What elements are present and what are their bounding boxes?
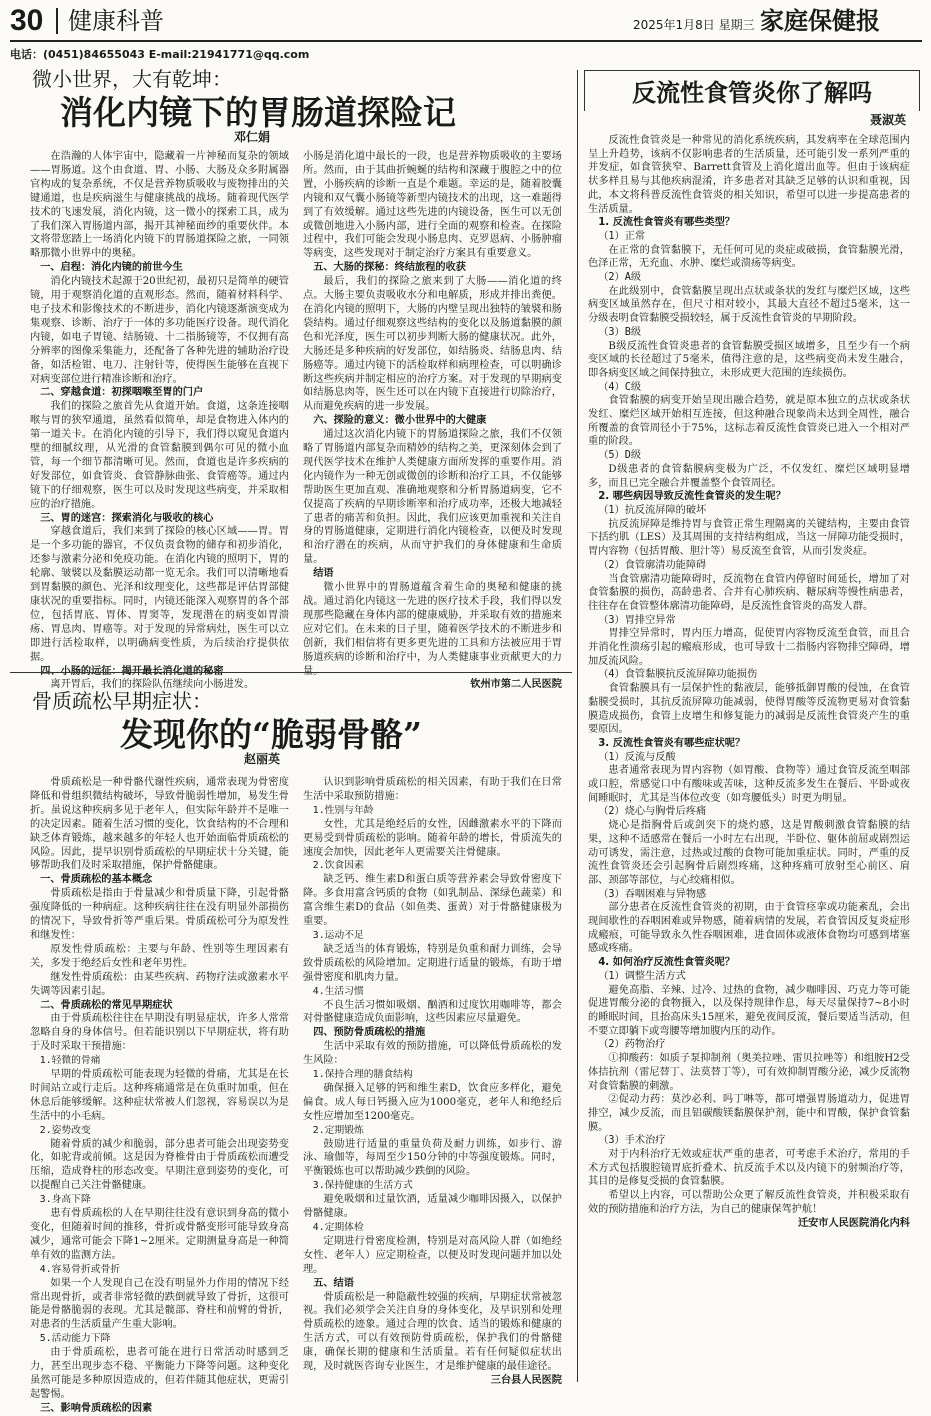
article-author: 邓仁娟 [233, 130, 270, 144]
section-heading: 3. 反流性食管炎有哪些症状呢？ [598, 737, 746, 749]
paragraph: 在此级别中，食管黏膜呈现出点状或条状的发红与糜烂区域，这些病变区域虽然存在，但尺寸相对较小，其最大直径不超过5毫米，这一分级表明食管黏膜受损较轻，属于反流性食管炎的早期阶段。 [588, 285, 910, 325]
article-osteoporosis-body [30, 776, 562, 1414]
paragraph: 部分患者在反流性食管炎的初期，由于食管痉挛或功能紊乱，会出现间歇性的吞咽困难或异物感，随着病情的发展，若食管因反复炎症形成瘢痕，可能导致永久性吞咽困难，进食固体或液体食物均可感到堵塞感或疼痛。 [588, 902, 910, 955]
author-affiliation: 三台县人民医院 [490, 1374, 562, 1386]
subheading: （3）吞咽困难与异物感 [598, 888, 707, 900]
subheading: 2.饮食因素 [312, 860, 364, 872]
subheading: 3.保持健康的生活方式 [312, 1180, 413, 1192]
paragraph: 小肠是消化道中最长的一段，也是营养物质吸收的主要场所。然而，由于其曲折蜿蜒的结构和深藏于腹腔之中的位置，小肠疾病的诊断一直是个难题。幸运的是，随着胶囊内镜和双气囊小肠镜等新型内镜技术的出现，这一难题得到了有效缓解。通过这些先进的内镜设备，医生可以无创或微创地进入小肠内部，进行全面的观察和检查。在探险过程中，我们可能会发现小肠息肉、克罗恩病、小肠肿瘤等病变，这些发现对于制定治疗方案具有重要意义。 [303, 151, 562, 260]
subheading: （1）调整生活方式 [598, 970, 686, 982]
paragraph: 抗反流屏障是维持胃与食管正常生理隔离的关键结构，主要由食管下括约肌（LES）及其周围的支持结构组成，当这一屏障功能受损时，胃内容物（包括胃酸、胆汁等）易反流至食管，从而引发炎症。 [588, 518, 910, 558]
article-column [303, 150, 562, 691]
article-author: 聂淑英 [869, 113, 906, 127]
section-name: 健康科普 [68, 7, 164, 35]
section-heading: 三、胃的迷宫：探索消化与吸收的核心 [40, 512, 214, 524]
paragraph: 缺乏钙、维生素D和蛋白质等营养素会导致骨密度下降。多食用富含钙质的食物（如乳制品、深绿色蔬菜）和富含维生素D的食品（如鱼类、蛋黄）对于骨骼健康极为重要。 [303, 874, 562, 928]
article-column [30, 150, 289, 691]
paragraph: 确保摄入足够的钙和维生素D，饮食应多样化，避免偏食。成人每日钙摄入应为1000毫克，老年人和绝经后女性应增加至1200毫克。 [303, 1082, 562, 1122]
subheading: 1.轻微的骨痛 [39, 1055, 101, 1067]
article-kicker: 微小世界，大有乾坤： [32, 67, 232, 91]
paragraph: 希望以上内容，可以帮助公众更了解反流性食管炎，并积极采取有效的预防措施和治疗方法，为自己的健康保驾护航！ [588, 1190, 910, 1215]
section-heading: 1. 反流性食管炎有哪些类型？ [598, 217, 735, 229]
paragraph: 女性，尤其是绝经后的女性，因雌激素水平的下降而更易受到骨质疏松的影响。随着年龄的增长，骨质流失的速度会加快，因此老年人更需要关注骨健康。 [303, 818, 562, 858]
issue-date: 2025年1月8日 星期三 [633, 18, 755, 32]
section-heading: 结语 [313, 568, 334, 580]
subheading: （1）正常 [598, 230, 646, 242]
author-affiliation: 迁安市人民医院消化内科 [797, 1217, 910, 1229]
subheading: 1.保持合理的膳食结构 [312, 1069, 413, 1081]
article-column [584, 134, 914, 1230]
subheading: （2）烧心与胸骨后疼痛 [598, 806, 707, 818]
article-title: 发现你的“脆弱骨骼” [120, 715, 422, 754]
subheading: （2）A级 [598, 272, 642, 284]
paragraph: 患有骨质疏松的人在早期往往没有意识到身高的微小变化，但随着时间的推移，骨折或骨骼变形可能导致身高减少，通常可能会下降1~2厘米。定期测量身高是一种简单有效的监测方法。 [30, 1208, 289, 1261]
paragraph: 鼓励进行适量的重量负荷及耐力训练，如步行、游泳、瑜伽等，每周至少150分钟的中等强度锻炼。同时，平衡锻炼也可以帮助减少跌倒的风险。 [303, 1138, 562, 1178]
subheading: 3.运动不足 [312, 929, 364, 941]
header-rule [10, 40, 922, 42]
subheading: （1）抗反流屏障的破坏 [598, 504, 707, 516]
section-heading: 六、探险的意义：微小世界中的大健康 [313, 415, 487, 427]
section-heading: 五、结语 [313, 1277, 354, 1289]
paragraph: 如果一个人发现自己在没有明显外力作用的情况下经常出现骨折，或者非常轻微的跌倒就导致了骨折，这很可能是骨骼脆弱的表现。尤其是髋部、脊柱和前臂的骨折，对患者的生活质量产生重大影响。 [30, 1277, 289, 1331]
paragraph: 生活中采取有效的预防措施，可以降低骨质疏松的发生风险： [303, 1041, 562, 1067]
subheading: 4.容易骨折或骨折 [39, 1263, 121, 1275]
paragraph: 随着骨质的减少和脆弱，部分患者可能会出现姿势变化，如驼背或前倾。这是因为脊椎骨由于骨质疏松而遭受压缩，造成脊柱的形态改变。早期注意到姿势的变化，可以提醒自己关注骨骼健康。 [30, 1138, 289, 1192]
paragraph: 最后，我们的探险之旅来到了大肠——消化道的终点。大肠主要负责吸收水分和电解质，形成并排出粪便。在消化内镜的照明下，大肠的内壁呈现出独特的皱襞和肠袋结构。通过仔细观察这些结构的变化以及肠道黏膜的颜色和光泽度，医生可以初步判断大肠的健康状况。此外，大肠还是多种疾病的好发部位，如结肠炎、结肠息肉、结肠癌等。通过内镜下的活检取样和病理检查，可以明确诊断这些疾病并制定相应的治疗方案。对于发现的早期病变如结肠息肉等，医生还可以在内镜下直接进行切除治疗，从而避免疾病的进一步发展。 [303, 276, 562, 413]
article-author: 赵丽英 [243, 752, 280, 766]
subheading: 2.定期锻炼 [312, 1124, 364, 1136]
paragraph: 早期的骨质疏松可能表现为轻微的骨痛，尤其是在长时间站立或行走后。这种疼痛通常是在负重时加重，但在休息后能够缓解。这种症状常被人们忽视，容易误以为是生活中的小毛病。 [30, 1069, 289, 1122]
subheading: （4）食管黏膜抗反流屏障功能损伤 [598, 669, 758, 681]
paragraph: 由于骨质疏松，患者可能在进行日常活动时感到乏力，甚至出现步态不稳、平衡能力下降等问题。这种变化虽然可能是多种原因造成的，但若伴随其他症状，更需引起警惕。 [30, 1347, 289, 1400]
subheading: （3）B级 [598, 326, 642, 338]
section-heading: 2. 哪些病因导致反流性食管炎的发生呢？ [598, 491, 786, 503]
subheading: （2）药物治疗 [598, 1039, 666, 1051]
section-heading: 五、大肠的探秘：终结旅程的收获 [313, 262, 466, 274]
paragraph: 反流性食管炎是一种常见的消化系统疾病，其发病率在全球范围内呈上升趋势，该病不仅影响患者的生活质量，还可能引发一系列严重的并发症，如食管狭窄、Barrett食管及上消化道出血等。但由于该病症状多样且易与其他疾病混淆，许多患者对其缺乏足够的认识和重视，因此，本文将科普反流性食管炎的相关知识，希望可以进一步提高患者的生活质量。 [588, 135, 910, 215]
paragraph: ①抑酸药：如质子泵抑制剂（奥美拉唑、雷贝拉唑等）和组胺H2受体拮抗剂（雷尼替丁、法莫替丁等），可有效抑制胃酸分泌，减少反流物对食管黏膜的刺激。 [588, 1053, 910, 1092]
subheading: 3.身高下降 [39, 1194, 91, 1206]
subheading: 4.定期体检 [312, 1222, 364, 1233]
paragraph: 通过这次消化内镜下的胃肠道探险之旅，我们不仅领略了胃肠道内部复杂而精妙的结构之美，更深刻体会到了现代医学技术在维护人类健康方面所发挥的重要作用。消化内镜作为一种无创或微创的诊断和治疗工具，不仅能够帮助医生更加直观、准确地观察和分析胃肠道病变，它不仅提高了疾病的早期诊断率和治疗成功率，还极大地减轻了患者的痛苦和负担。因此，我们应该更加重视和关注自身的胃肠道健康，定期进行消化内镜检查，以便及时发现和治疗潜在的疾病，从而守护我们的身体健康和生命质量。 [303, 429, 562, 566]
article-reflux [584, 70, 920, 1390]
section-heading: 二、骨质疏松的常见早期症状 [40, 999, 173, 1011]
paragraph: D级患者的食管黏膜病变极为广泛，不仅发红、糜烂区域明显增多，而且已完全融合并覆盖整个食管周径。 [588, 463, 910, 489]
paragraph: 避免高脂、辛辣、过冷、过热的食物，减少咖啡因、巧克力等可能促进胃酸分泌的食物摄入，以及保持规律作息，每天尽量保持7~8小时的睡眠时间，且抬高床头15厘米，避免夜间反流，餐后要适当活动，但不要立即躺下或弯腰等增加腹内压的动作。 [588, 984, 910, 1037]
subheading: 4.生活习惯 [312, 985, 364, 997]
page-header [0, 0, 931, 44]
section-heading: 一、骨质疏松的基本概念 [40, 874, 153, 886]
article-column [303, 776, 562, 1386]
paragraph: 烧心是指胸骨后或剑突下的烧灼感，这是胃酸刺激食管黏膜的结果，这种不适感常在餐后一小时左右出现，半卧位、躯体前屈或剧烈运动可诱发，需注意，过热或过酸的食物可能加重症状。同时，严重的反流性食管炎还会引起胸骨后剧烈疼痛，这种疼痛可放射至心前区、肩部、颈部等部位，与心绞痛相似。 [588, 820, 910, 886]
paragraph: 我们的探险之旅首先从食道开始。食道，这条连接咽喉与胃的狭窄通道，虽然看似简单，却是食物进入体内的第一道关卡。在消化内镜的引导下，我们得以窥见食道内壁的细腻纹理，从光滑的食管黏膜到偶尔可见的微小血管，每一个细节都清晰可见。然而，食道也是许多疾病的好发部位，如食管炎、食管静脉曲张、食管癌等。通过内镜下的仔细观察，医生可以及时发现这些病变，并采取相应的治疗措施。 [30, 401, 289, 510]
subheading: 2.姿势改变 [39, 1124, 91, 1136]
paragraph: 骨质疏松是一种骨骼代谢性疾病，通常表现为骨密度降低和骨组织微结构破坏，导致骨脆弱性增加，易发生骨折。虽说这种疾病多见于老年人，但实际年龄并不是唯一的决定因素。随着生活习惯的变化，饮食结构的不合理和缺乏体育锻炼，越来越多的年轻人也开始面临骨质疏松的风险。因此，提早识别骨质疏松的早期症状十分关键，能够帮助我们及时采取措施，保护骨骼健康。 [30, 777, 289, 872]
article-osteoporosis-heading [10, 688, 570, 774]
paragraph: 离开胃后，我们的探险队伍继续向小肠进发。 [50, 679, 255, 691]
paragraph: 对于内科治疗无效或症状严重的患者，可考虑手术治疗，常用的手术方式包括腹腔镜胃底折叠术、抗反流手术以及内镜下的射频治疗等，其目的是修复受损的食管黏膜。 [588, 1149, 910, 1188]
section-heading: 四、预防骨质疏松的措施 [313, 1027, 426, 1039]
subheading: （3）手术治疗 [598, 1135, 666, 1147]
paragraph: 不良生活习惯如吸烟、酗酒和过度饮用咖啡等，都会对骨骼健康造成负面影响，这些因素应尽量避免。 [303, 999, 562, 1025]
article-divider [10, 672, 572, 673]
column-divider [577, 70, 578, 1382]
newspaper-name: 家庭保健报 [760, 6, 880, 35]
paragraph: 骨质疏松是一种隐蔽性较强的疾病，早期症状常被忽视。我们必须学会关注自身的身体变化，及早识别和处理骨质疏松的迹象。通过合理的饮食、适当的锻炼和健康的生活方式，可以有效预防骨质疏松，保护我们的骨骼健康，确保长期的健康和生活质量。若有任何疑似症状出现，及时就医咨询专业医生，才是维护健康的最佳途径。 [303, 1291, 562, 1373]
paragraph: 患者通常表现为胃内容物（如胃酸、食物等）通过食管反流至咽部或口腔，常感觉口中有酸味或苦味，这种反流多发生在餐后、平卧或夜间睡眠时，尤其是当体位改变（如弯腰低头）时更为明显。 [588, 765, 910, 804]
paragraph: 在浩瀚的人体宇宙中，隐藏着一片神秘而复杂的领域——胃肠道。这个由食道、胃、小肠、大肠及众多附属器官构成的复杂系统，不仅是营养物质吸收与废物排出的关键通道，也是疾病滋生与健康挑战的战场。随着现代医学技术的飞速发展，消化内镜，这一微小的探索工具，成为了我们深入胃肠道内部，揭开其神秘面纱的重要伙伴。本文将带您踏上一场消化内镜下的胃肠道探险之旅，一同领略那微小世界中的奥秘。 [30, 151, 289, 260]
paragraph: 定期进行骨密度检测，特别是对高风险人群（如绝经女性、老年人）应定期检查，以便及时发现问题并加以处理。 [303, 1235, 562, 1275]
subheading: 1.性别与年龄 [312, 804, 374, 816]
paragraph: 继发性骨质疏松：由某些疾病、药物疗法或激素水平失调等因素引起。 [30, 971, 289, 997]
subheading: （3）胃排空异常 [598, 614, 676, 626]
paragraph: 原发性骨质疏松：主要与年龄、性别等生理因素有关，多发于绝经后女性和老年男性。 [30, 943, 289, 969]
paragraph: 胃排空异常时，胃内压力增高，促使胃内容物反流至食管，而且合并消化性溃疡引起的瘢痕形成，也可导致十二指肠内容物排空障碍，增加反流风险。 [588, 628, 910, 667]
paragraph: B级反流性食管炎患者的食管黏膜受损区域增多，且至少有一个病变区域的长径超过了5毫米，值得注意的是，这些病变尚未发生融合，即各病变区域之间保持独立，未形成更大范围的连续损伤。 [588, 340, 910, 379]
paragraph: 消化内镜技术起源于20世纪初，最初只是简单的硬管镜，用于观察消化道的直观形态。然而，随着材料科学、电子技术和影像技术的不断进步，消化内镜逐渐演变成为集观察、诊断、治疗于一体的多功能医疗设备。现代消化内镜，如电子胃镜、结肠镜、十二指肠镜等，不仅拥有高分辨率的图像采集能力，还配备了各种先进的辅助治疗设备，如活检钳、电刀、注射针等，使得医生能够在直视下对病变部位进行精准诊断和治疗。 [30, 276, 289, 385]
section-heading: 4. 如何治疗反流性食管炎呢？ [598, 957, 735, 969]
paragraph: 食管黏膜具有一层保护性的黏液层，能够抵御胃酸的侵蚀，在食管黏膜受损时，其抗反流屏障功能减弱，使得胃酸等反流物更易对食管黏膜造成损伤，食管上皮增生和修复能力的减弱是反流性食管炎产生的重要原因。 [588, 683, 910, 736]
author-affiliation: 钦州市第二人民医院 [470, 679, 562, 691]
page-number: 30 [10, 4, 44, 37]
subheading: 5.活动能力下降 [39, 1333, 111, 1345]
article-title: 反流性食管炎你了解吗 [584, 70, 920, 111]
header-divider [56, 8, 58, 34]
paragraph: 当食管廓清功能障碍时，反流物在食管内停留时间延长，增加了对食管黏膜的损伤，高龄患者、合并有心肺疾病、糖尿病等慢性病患者，往往存在食管整体廓清功能障碍，是反流性食管炎的高发人群。 [588, 573, 910, 612]
article-kicker: 骨质疏松早期症状： [32, 689, 212, 713]
section-heading: 三、影响骨质疏松的因素 [40, 1402, 153, 1414]
article-column [30, 776, 289, 1414]
paragraph: ②促动力药：莫沙必利、吗丁啉等，都可增强胃肠道动力，促进胃排空，减少反流，而且铝碳酸镁黏膜保护剂，能中和胃酸，保护食管黏膜。 [588, 1094, 910, 1133]
contact-info: 电话：(0451)84655043 E-mail:21941771@qq.com [10, 48, 310, 61]
paragraph: 在正常的食管黏膜下，无任何可见的炎症或破损，食管黏膜光滑，色泽正常，无充血、水肿、糜烂或溃疡等病变。 [588, 244, 910, 270]
paragraph: 由于骨质疏松往往在早期没有明显症状，许多人常常忽略自身的身体信号。但若能识别以下早期症状，将有助于及时采取干预措施： [30, 1013, 289, 1053]
paragraph: 穿越食道后，我们来到了探险的核心区域——胃。胃是一个多功能的器官，不仅负责食物的储存和初步消化，还参与激素分泌和免疫功能。在消化内镜的照明下，胃的轮廓、皱襞以及黏膜运动都一览无余。我们可以清晰地看到胃黏膜的颜色、光泽和纹理变化，这些都是评估胃部健康状况的重要指标。同时，内镜还能深入观察胃的各个部位，包括胃底、胃体、胃窦等，发现潜在的病变如胃溃疡、胃息肉、胃癌等。对于发现的异常病灶，医生可以立即进行活检取样，以明确病变性质，为后续治疗提供依据。 [30, 526, 289, 663]
paragraph: 食管黏膜的病变开始呈现出融合趋势，就是原本独立的点状或条状发红、糜烂区域开始相互连接，但这种融合现象尚未达到全周性，融合所覆盖的食管周径小于75%，这标志着反流性食管炎已进入一个相对严重的阶段。 [588, 395, 910, 448]
paragraph: 骨质疏松是指由于骨量减少和骨质量下降，引起骨骼强度降低的一种病症。这种疾病往往在没有明显外部损伤的情况下，导致骨折等严重后果。骨质疏松可分为原发性和继发性： [30, 888, 289, 941]
subheading: （4）C级 [598, 381, 642, 393]
subheading: （5）D级 [598, 450, 642, 462]
section-heading: 一、启程：消化内镜的前世今生 [40, 262, 183, 274]
subheading: （1）反流与反酸 [598, 751, 676, 763]
paragraph: 避免吸烟和过量饮酒，适量减少咖啡因摄入，以保护骨骼健康。 [303, 1194, 562, 1220]
article-title: 消化内镜下的胃肠道探险记 [60, 93, 456, 132]
paragraph: 微小世界中的胃肠道蕴含着生命的奥秘和健康的挑战。通过消化内镜这一先进的医疗技术手段，我们得以发现那些隐藏在身体内部的健康威胁，并采取有效的措施来应对它们。在未来的日子里，随着医学技术的不断进步和创新，我们相信将有更多更先进的工具和方法被应用于胃肠道疾病的诊断和治疗中，为人类健康事业贡献更大的力 [303, 582, 562, 663]
section-heading: 二、穿越食道：初探咽喉至胃的门户 [40, 387, 204, 399]
article-endoscopy-body [30, 150, 562, 691]
paragraph: 认识到影响骨质疏松的相关因素，有助于我们在日常生活中采取预防措施： [303, 777, 562, 802]
paragraph: 缺乏适当的体育锻炼，特别是负重和耐力训练，会导致骨质疏松的风险增加。定期进行适量的锻炼，有助于增强骨密度和肌肉力量。 [303, 943, 562, 983]
article-endoscopy-heading [10, 66, 570, 148]
subheading: （2）食管廓清功能障碍 [598, 559, 707, 571]
